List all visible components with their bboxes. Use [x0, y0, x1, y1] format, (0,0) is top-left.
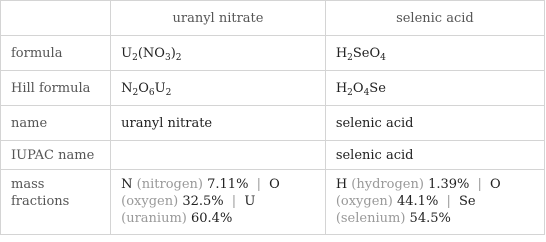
- table-row-mass-fractions: [1, 170, 545, 235]
- iupac-name-selenic-acid: selenic acid: [325, 141, 544, 170]
- row-label-hill-formula: Hill formula: [1, 71, 111, 106]
- mass-fractions-uranyl-nitrate: [111, 170, 326, 235]
- name-uranyl-nitrate: uranyl nitrate: [111, 106, 326, 141]
- element-name: (nitrogen): [136, 177, 203, 192]
- row-label-formula: formula: [1, 36, 111, 71]
- row-label-name: name: [1, 106, 111, 141]
- element-name: (hydrogen): [351, 177, 424, 192]
- element-symbol: Se: [458, 194, 476, 209]
- table-row-hill-formula: [1, 71, 545, 106]
- hill-formula-uranyl-nitrate: $N_2O_6U_2$: [111, 71, 326, 106]
- element-name: (oxygen): [335, 194, 393, 209]
- row-label-mass-fractions: mass fractions: [1, 170, 111, 235]
- hill-formula-selenic-acid: $H_2O_4Se$: [325, 71, 544, 106]
- element-symbol: N: [121, 177, 133, 192]
- separator: |: [477, 177, 482, 192]
- element-fraction: 54.5%: [409, 211, 451, 226]
- name-selenic-acid: selenic acid: [325, 106, 544, 141]
- mass-fractions-selenic-acid: [325, 170, 544, 235]
- element-fraction: 7.11%: [207, 177, 249, 192]
- corner-cell: [1, 1, 111, 36]
- column-header-selenic-acid: selenic acid: [325, 1, 544, 36]
- separator: |: [256, 177, 261, 192]
- element-fraction: 44.1%: [397, 194, 439, 209]
- element-name: (oxygen): [121, 194, 179, 209]
- table-row-formula: [1, 36, 545, 71]
- element-fraction: 1.39%: [428, 177, 470, 192]
- element-name: (selenium): [335, 211, 406, 226]
- element-symbol: O: [269, 177, 280, 192]
- separator: |: [446, 194, 451, 209]
- iupac-name-uranyl-nitrate: [111, 141, 326, 170]
- formula-selenic-acid: $H_2SeO_4$: [325, 36, 544, 71]
- header-row: [1, 1, 545, 36]
- element-fraction: 32.5%: [182, 194, 224, 209]
- element-symbol: O: [490, 177, 501, 192]
- table-row-iupac-name: [1, 141, 545, 170]
- column-header-uranyl-nitrate: uranyl nitrate: [111, 1, 326, 36]
- element-symbol: U: [244, 194, 256, 209]
- row-label-iupac-name: IUPAC name: [1, 141, 111, 170]
- element-fraction: 60.4%: [191, 211, 233, 226]
- table-row-name: [1, 106, 545, 141]
- separator: |: [231, 194, 237, 209]
- formula-uranyl-nitrate: $U_2(NO_3)_2$: [111, 36, 326, 71]
- element-name: (uranium): [121, 211, 187, 226]
- element-symbol: H: [335, 177, 348, 192]
